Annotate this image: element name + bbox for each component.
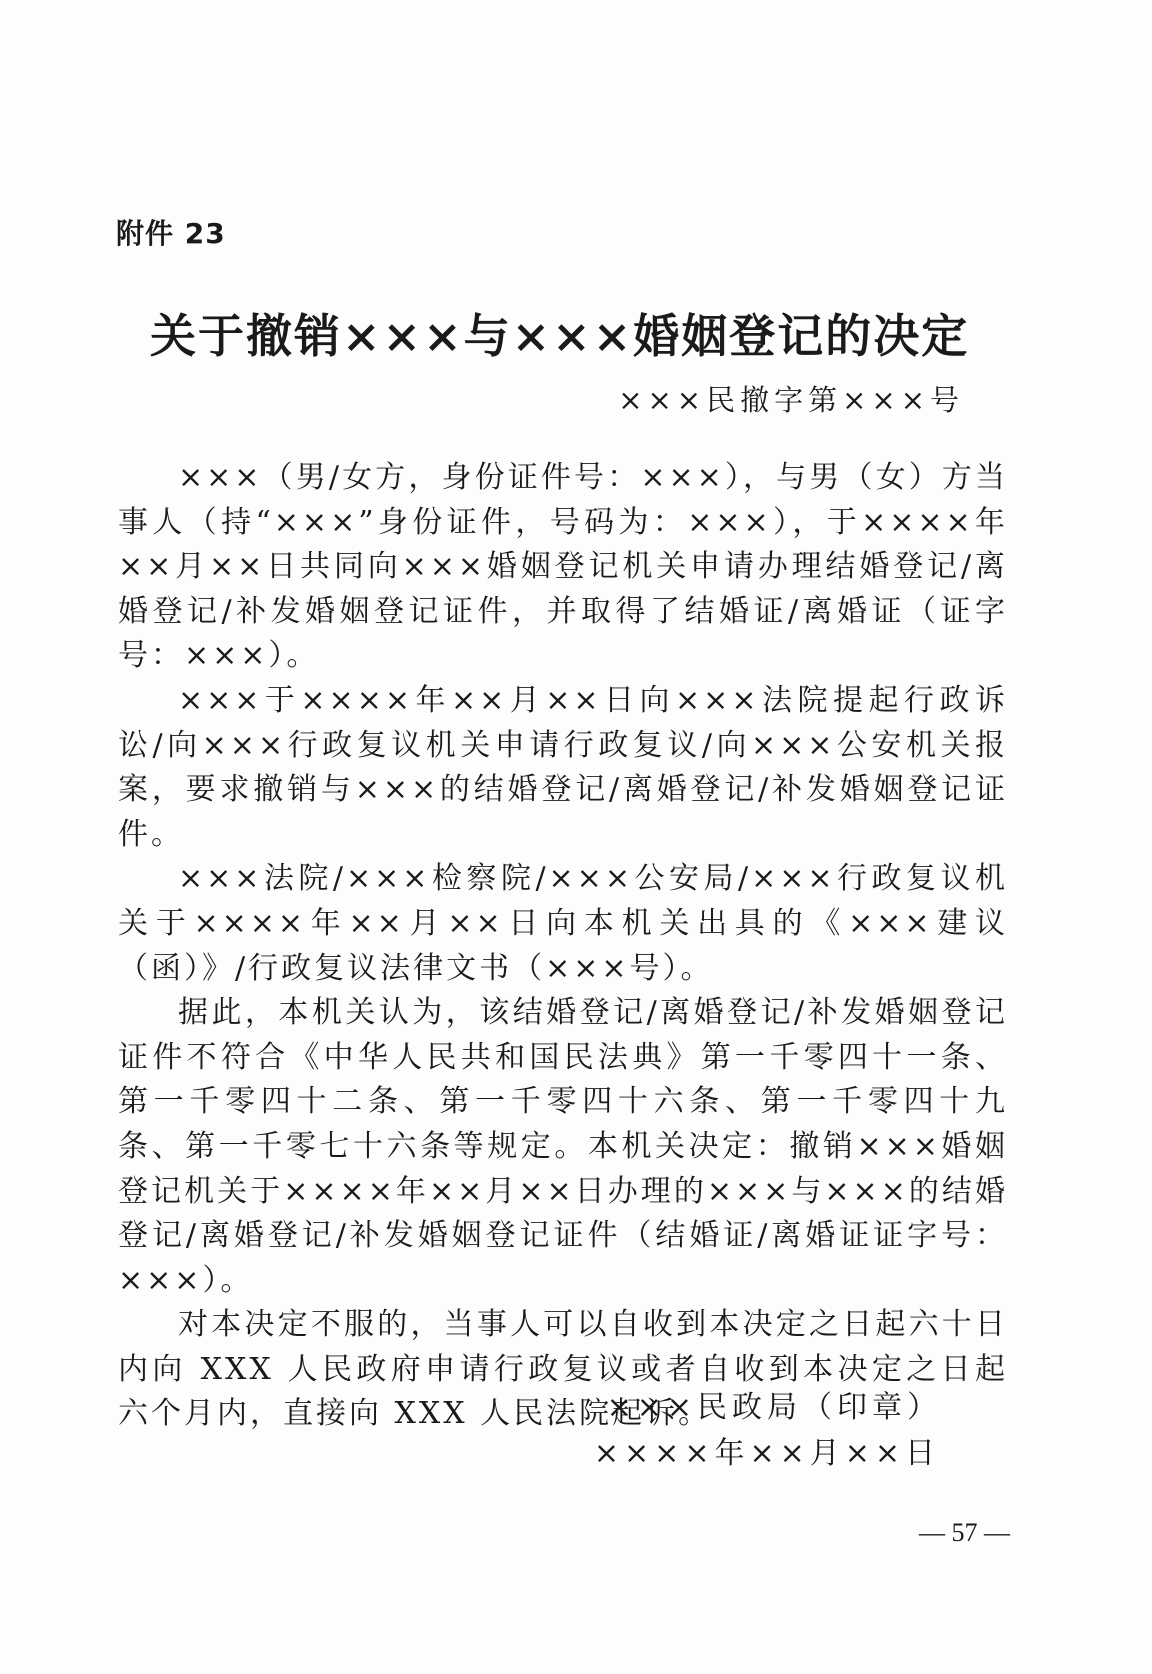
- document-title: 关于撤销×××与×××婚姻登记的决定: [150, 309, 970, 363]
- paragraph-applicants: ×××（男/女方，身份证件号：×××），与男（女）方当事人（持“×××”身份证件，号码为：×××），于××××年××月××日共同向×××婚姻登记机关申请办理结婚登记/离婚登记/补发婚姻登记证件，并取得了结婚证/离婚证（证字号：×××）。: [118, 460, 1008, 674]
- paragraph-decision: 据此，本机关认为，该结婚登记/离婚登记/补发婚姻登记证件不符合《中华人民共和国民法典》第一千零四十一条、第一千零四十二条、第一千零四十六条、第一千零四十九条、第一千零七十六条等规定。本机关决定：撤销×××婚姻登记机关于××××年××月××日办理的×××与×××的结婚登记/离婚登记/补发婚姻登记证件（结婚证/离婚证证字号：×××）。: [118, 995, 1008, 1298]
- attachment-label: 附件 23: [116, 217, 226, 250]
- document-body: [118, 456, 1008, 1437]
- paragraph-request: ×××于××××年××月××日向×××法院提起行政诉讼/向×××行政复议机关申请行政复议/向×××公安机关报案，要求撤销与×××的结婚登记/离婚登记/补发婚姻登记证件。: [118, 682, 1008, 852]
- paragraph-recommendation: ×××法院/×××检察院/×××公安局/×××行政复议机关于××××年××月××日向本机关出具的《×××建议（函）》/行政复议法律文书（×××号）。: [118, 861, 1008, 986]
- issuing-authority: ×××民政局（印章）: [606, 1390, 942, 1425]
- issue-date: ××××年××月××日: [593, 1436, 940, 1471]
- page-number: — 57 —: [919, 1518, 1010, 1547]
- paragraph-appeal: 对本决定不服的，当事人可以自收到本决定之日起六十日内向 XXX 人民政府申请行政复议或者自收到本决定之日起六个月内，直接向 XXX 人民法院起诉。: [118, 1307, 1008, 1432]
- document-number: ×××民撤字第×××号: [618, 383, 964, 417]
